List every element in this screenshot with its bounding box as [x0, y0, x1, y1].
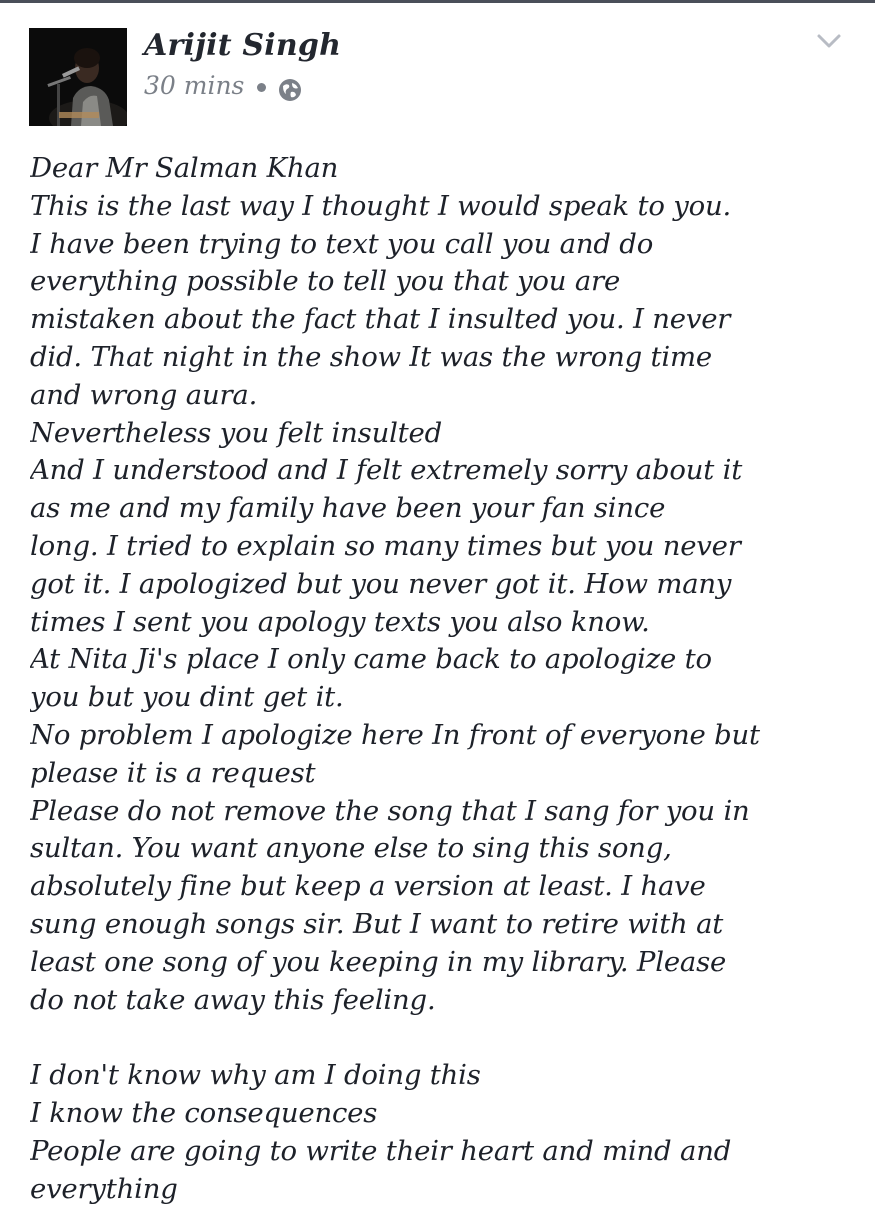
post-text-line: least one song of you keeping in my library. Please [30, 945, 727, 978]
post-header [0, 0, 875, 140]
post-text-line: please it is a request [30, 756, 316, 789]
post-text-line: as me and my family have been your fan since [30, 492, 666, 525]
post-text-line: got it. I apologized but you never got it. How many [30, 567, 732, 600]
post-text-line: sung enough songs sir. But I want to retire with at [30, 907, 724, 940]
post-text-line: Nevertheless you felt insulted [30, 416, 443, 449]
post-text-line: absolutely fine but keep a version at least. I have [30, 870, 706, 903]
post-text-line: Dear Mr Salman Khan [30, 152, 339, 184]
post-text-line: long. I tried to explain so many times but you never [30, 529, 741, 562]
post-timestamp[interactable]: 30 mins [144, 70, 245, 100]
post-text-line: No problem I apologize here In front of everyone but [30, 718, 760, 751]
post-text-line: and wrong aura. [30, 378, 258, 411]
post-text-line: People are going to write their heart and mind and [30, 1134, 732, 1167]
post-author-name[interactable]: Arijit Singh [144, 28, 342, 63]
post-text-line: I don't know why am I doing this [30, 1059, 481, 1092]
post-text-line: sultan. You want anyone else to sing this song, [30, 832, 672, 865]
post-text-line: I know the consequences [30, 1096, 378, 1129]
chevron-down-icon[interactable] [812, 28, 846, 54]
post-text-line: everything [30, 1172, 178, 1205]
post-text-line: This is the last way I thought I would speak to you. [30, 189, 732, 222]
post-text-line: Please do not remove the song that I sang for you in [30, 794, 750, 827]
post-message [30, 150, 870, 1225]
dot-icon [257, 83, 266, 92]
post-blank-line [30, 1019, 870, 1057]
post-text-line: mistaken about the fact that I insulted you. I never [30, 303, 731, 336]
post-text-line: you but you dint get it. [30, 681, 344, 714]
globe-icon[interactable] [278, 78, 302, 102]
avatar[interactable] [29, 28, 127, 126]
post-text-line: At Nita Ji's place I only came back to apologize to [30, 643, 712, 676]
post-text-line: everything possible to tell you that you are [30, 265, 621, 298]
post-text-line: did. That night in the show It was the wrong time [30, 340, 712, 373]
post-text-line: times I sent you apology texts you also know. [30, 605, 650, 638]
post-meta [144, 68, 302, 102]
post-text-line: I have been trying to text you call you and do [30, 227, 654, 260]
profile-photo-icon [29, 28, 127, 126]
post-text-line: And I understood and I felt extremely sorry about it [30, 454, 743, 487]
post-text-line: do not take away this feeling. [30, 983, 436, 1016]
